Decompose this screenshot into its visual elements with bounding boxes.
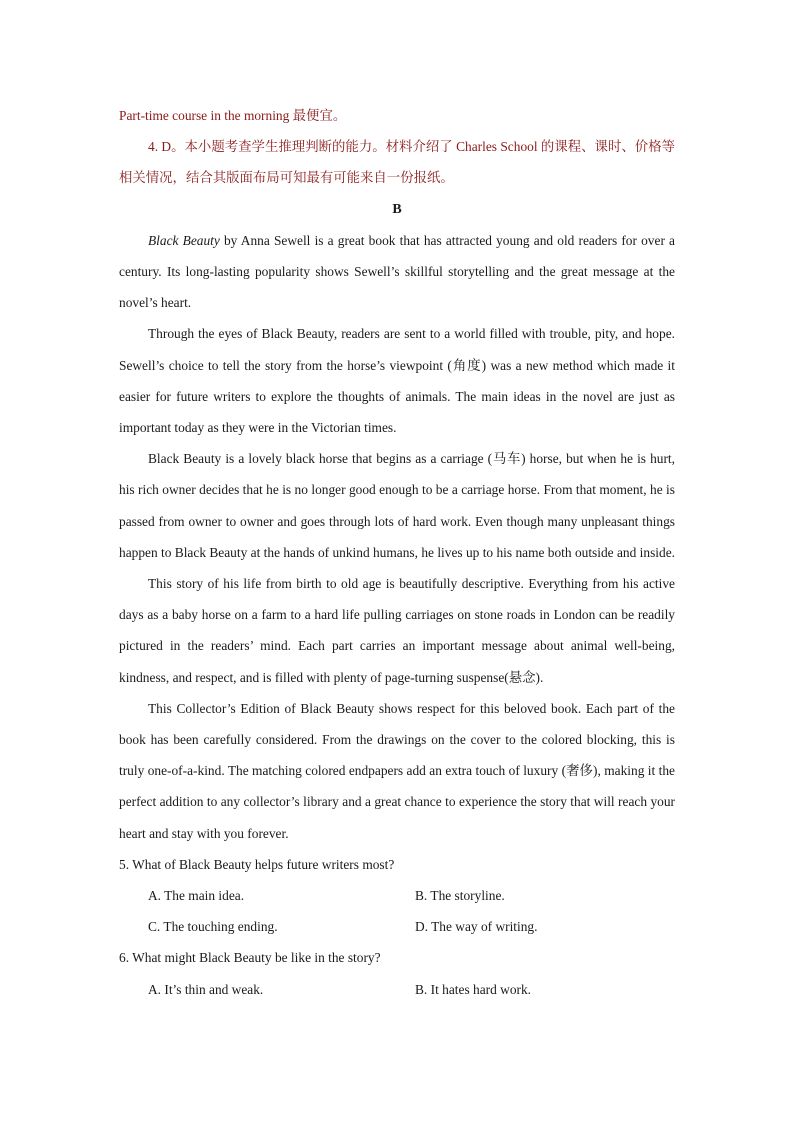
- answer-line-2: 4. D。本小题考查学生推理判断的能力。材料介绍了 Charles School 的课程、课时、价格等相关情况，结合其版面布局可知最有可能来自一份报纸。: [119, 139, 675, 186]
- book-title: Black Beauty: [148, 232, 220, 248]
- question-stem: 6. What might Black Beauty be like in the story?: [119, 950, 381, 966]
- passage-paragraph-5: This Collector’s Edition of Black Beauty shows respect for this beloved book. Each part of the book has been carefully considered. From the drawings on the cover to the colored blocking, this is truly one-of-a-kind. The matching colored endpapers add an extra touch of luxury (奢侈), making it the perfect addition to any collector’s library and a great chance to experience the story that will reach your heart and stay with you forever.: [119, 700, 675, 841]
- question-6: [119, 942, 675, 1004]
- option-a: A. The main idea.: [148, 888, 245, 904]
- options-row: [119, 974, 675, 1005]
- option-c: C. The touching ending.: [148, 919, 278, 935]
- passage-paragraph-1: [119, 225, 675, 319]
- question-5: [119, 849, 675, 943]
- passage-paragraph-3: Black Beauty is a lovely black horse that begins as a carriage (马车) horse, but when he is hurt, his rich owner decides that he is no longer good enough to be a carriage horse. From that moment, he is passed from owner to owner and goes through lots of hard work. Even though many unpleasant things happen to Black Beauty at the hands of unkind humans, he lives up to his name both outside and inside.: [119, 451, 675, 560]
- answer-line-1: Part-time course in the morning 最便宜。: [119, 108, 347, 123]
- section-title: B: [392, 201, 402, 217]
- question-stem: 5. What of Black Beauty helps future writers most?: [119, 856, 395, 872]
- option-d: D. The way of writing.: [415, 919, 538, 935]
- option-b: B. The storyline.: [415, 888, 505, 904]
- paragraph-1-text: by Anna Sewell is a great book that has attracted young and old readers for over a century. Its long-lasting popularity shows Sewell’s skillful storytelling and the great message at the novel’s heart.: [119, 232, 675, 311]
- passage-paragraph-2: Through the eyes of Black Beauty, readers are sent to a world filled with trouble, pity, and hope. Sewell’s choice to tell the story from the horse’s viewpoint (角度) was a new method which made it easier for future writers to explore the thoughts of animals. The main ideas in the novel are just as important today as they were in the Victorian times.: [119, 326, 675, 436]
- option-a: A. It’s thin and weak.: [148, 981, 264, 997]
- page-content: [119, 100, 675, 1005]
- passage-paragraph-4: This story of his life from birth to old age is beautifully descriptive. Everything from his active days as a baby horse on a farm to a hard life pulling carriages on stone roads in London can be readily pictured in the readers’ mind. Each part carries an important message about animal well-being, kindness, and respect, and is filled with plenty of page-turning suspense(悬念).: [119, 576, 675, 685]
- option-b: B. It hates hard work.: [415, 981, 532, 997]
- options-row: [119, 880, 675, 911]
- options-row: [119, 911, 675, 942]
